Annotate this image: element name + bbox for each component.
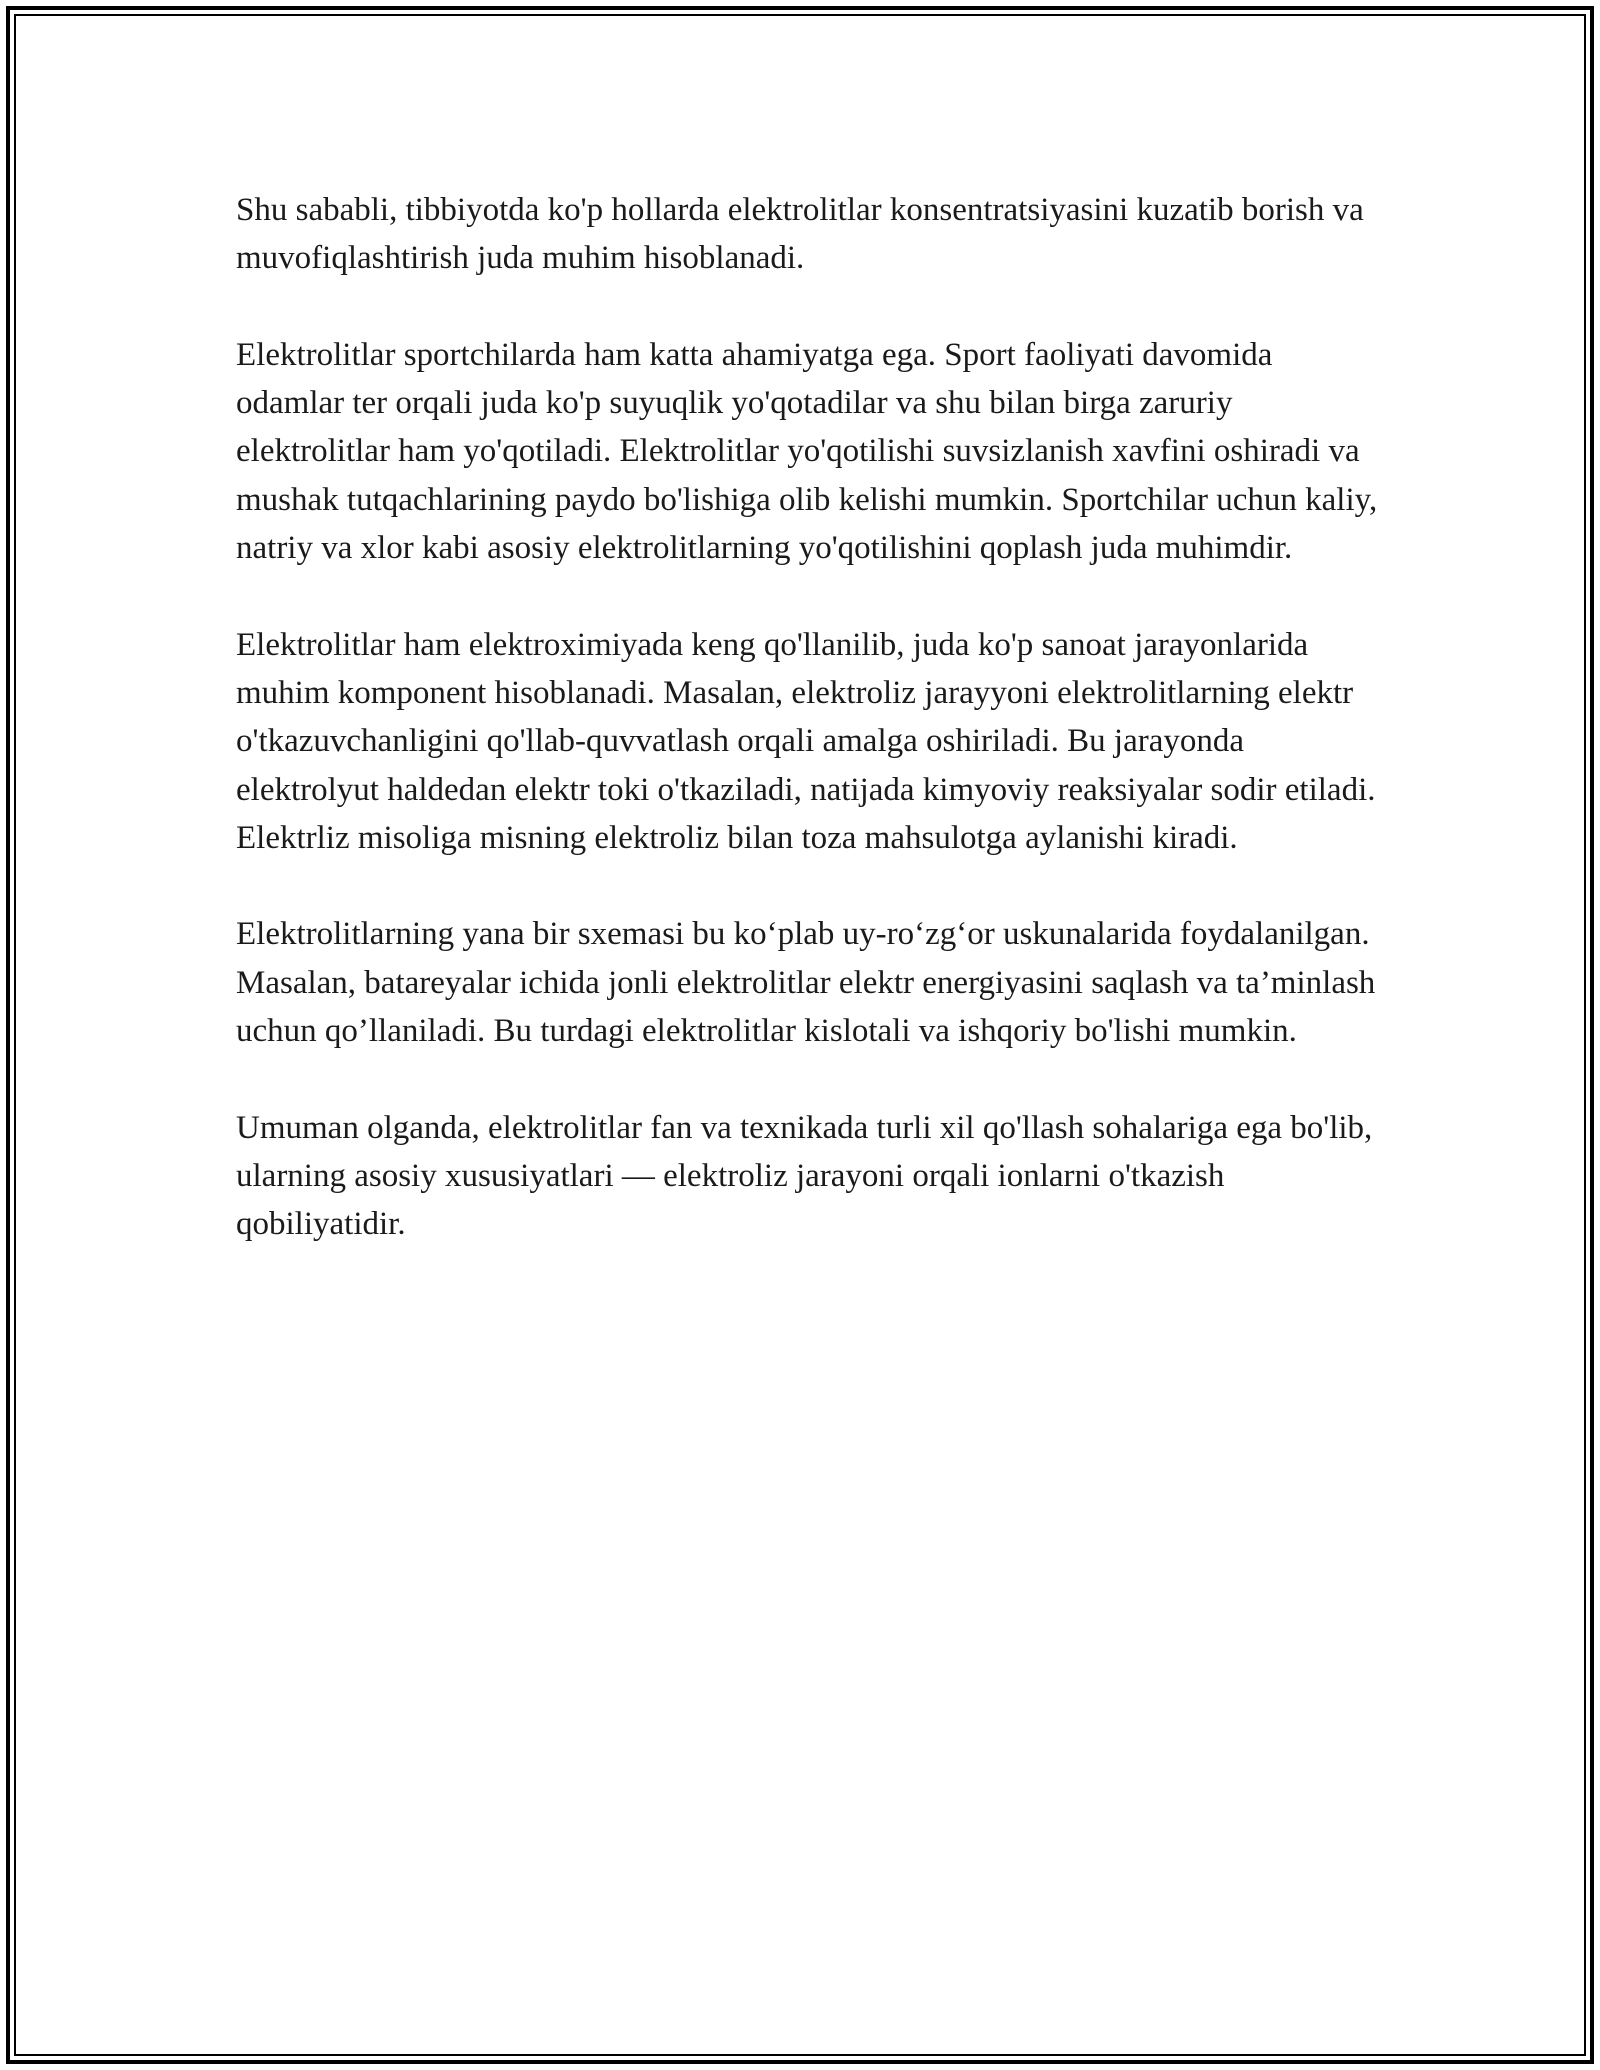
- paragraph-2: Elektrolitlar sportchilarda ham katta ahamiyatga ega. Sport faoliyati davomida odamlar ter orqali juda ko'p suyuqlik yo'qotadilar va shu bilan birga zaruriy elektrolitlar ham yo'qotiladi. Elektrolitlar yo'qotilishi suvsizlanish xavfini oshiradi va mushak tutqachlarining paydo bo'lishiga olib kelishi mumkin. Sportchilar uchun kaliy, natriy va xlor kabi asosiy elektrolitlarning yo'qotilishini qoplash juda muhimdir.: [236, 336, 1378, 567]
- paragraph-1: Shu sababli, tibbiyotda ko'p hollarda elektrolitlar konsentratsiyasini kuzatib borish va muvofiqlashtirish juda muhim hisoblanadi.: [236, 192, 1364, 277]
- paragraph-3: Elektrolitlar ham elektroximiyada keng qo'llanilib, juda ko'p sanoat jarayonlarida muhim komponent hisoblanadi. Masalan, elektroliz jarayyoni elektrolitlarning elektr o'tkazuvchanligini qo'llab-quvvatlash orqali amalga oshiriladi. Bu jarayonda elektrolyut haldedan elektr toki o'tkaziladi, natijada kimyoviy reaksiyalar sodir etiladi. Elektrliz misoliga misning elektroliz bilan toza mahsulotga aylanishi kiradi.: [236, 626, 1376, 856]
- paragraph-4: Elektrolitlarning yana bir sxemasi bu ko‘plab uy-ro‘zg‘or uskunalarida foydalanilgan. Masalan, batareyalar ichida jonli elektrolitlar elektr energiyasini saqlash va ta’minlash uchun qo’llaniladi. Bu turdagi elektrolitlar kislotali va ishqoriy bo'lishi mumkin.: [236, 916, 1376, 1050]
- document-body: [236, 186, 1386, 1297]
- paragraph-5: Umuman olganda, elektrolitlar fan va texnikada turli xil qo'llash sohalariga ega bo'lib, ularning asosiy xususiyatlari — elektroliz jarayoni orqali ionlarni o'tkazish qobiliyatidir.: [236, 1109, 1373, 1243]
